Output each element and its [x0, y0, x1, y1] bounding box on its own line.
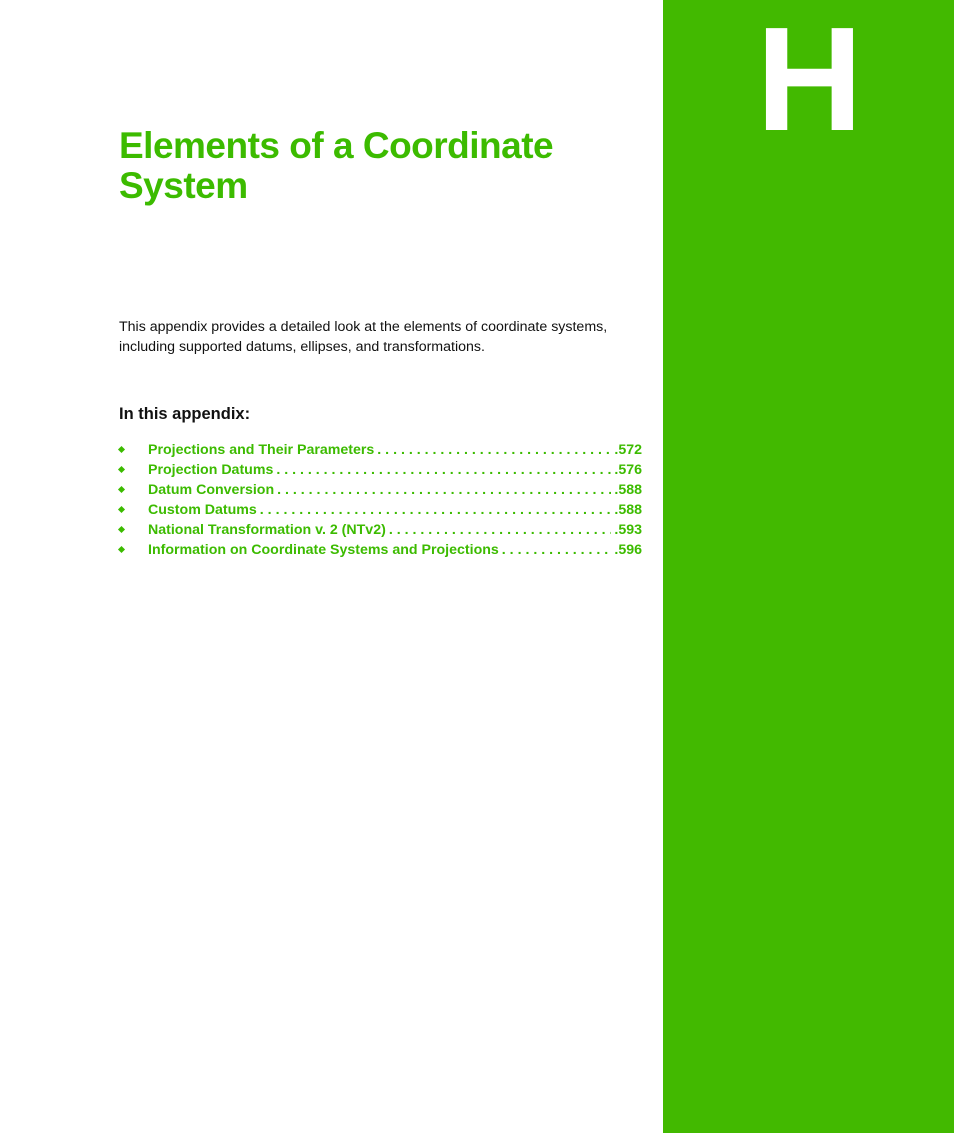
toc-list [148, 440, 642, 560]
chapter-title: Elements of a Coordinate System [119, 125, 554, 206]
toc-item-page[interactable]: .593 [614, 522, 642, 538]
toc-item-projection-datums[interactable] [148, 460, 642, 480]
toc-item-label[interactable]: National Transformation v. 2 (NTv2) [148, 522, 386, 538]
toc-item-ntv2[interactable] [148, 520, 642, 540]
toc-dot-leader [502, 540, 612, 560]
diamond-bullet-icon [118, 466, 125, 473]
diamond-bullet-icon [118, 446, 125, 453]
diamond-bullet-icon [118, 526, 125, 533]
toc-dot-leader [260, 500, 612, 520]
toc-item-page[interactable]: .588 [614, 482, 642, 498]
diamond-bullet-icon [118, 486, 125, 493]
appendix-letter: H [756, 0, 861, 162]
toc-item-projections-parameters[interactable] [148, 440, 642, 460]
toc-item-page[interactable]: .596 [614, 542, 642, 558]
chapter-side-band [663, 0, 954, 1133]
toc-item-page[interactable]: .588 [614, 502, 642, 518]
toc-item-label[interactable]: Datum Conversion [148, 482, 275, 498]
toc-heading: In this appendix: [119, 405, 251, 423]
toc-item-page[interactable]: .572 [614, 442, 642, 458]
diamond-bullet-icon [118, 546, 125, 553]
diamond-bullet-icon [118, 506, 125, 513]
toc-item-custom-datums[interactable] [148, 500, 642, 520]
toc-dot-leader [276, 460, 611, 480]
toc-item-datum-conversion[interactable] [148, 480, 642, 500]
toc-item-label[interactable]: Projections and Their Parameters [148, 442, 375, 458]
toc-dot-leader [377, 440, 611, 460]
toc-dot-leader [277, 480, 611, 500]
toc-item-label[interactable]: Information on Coordinate Systems and Projections [148, 542, 499, 558]
toc-item-page[interactable]: .576 [614, 462, 642, 478]
toc-item-label[interactable]: Custom Datums [148, 502, 257, 518]
toc-item-label[interactable]: Projection Datums [148, 462, 274, 478]
toc-dot-leader [389, 520, 612, 540]
chapter-intro: This appendix provides a detailed look at the elements of coordinate systems, including supported datums, ellipses, and transformations. [119, 319, 608, 355]
toc-item-coordinate-systems-info[interactable] [148, 540, 642, 560]
